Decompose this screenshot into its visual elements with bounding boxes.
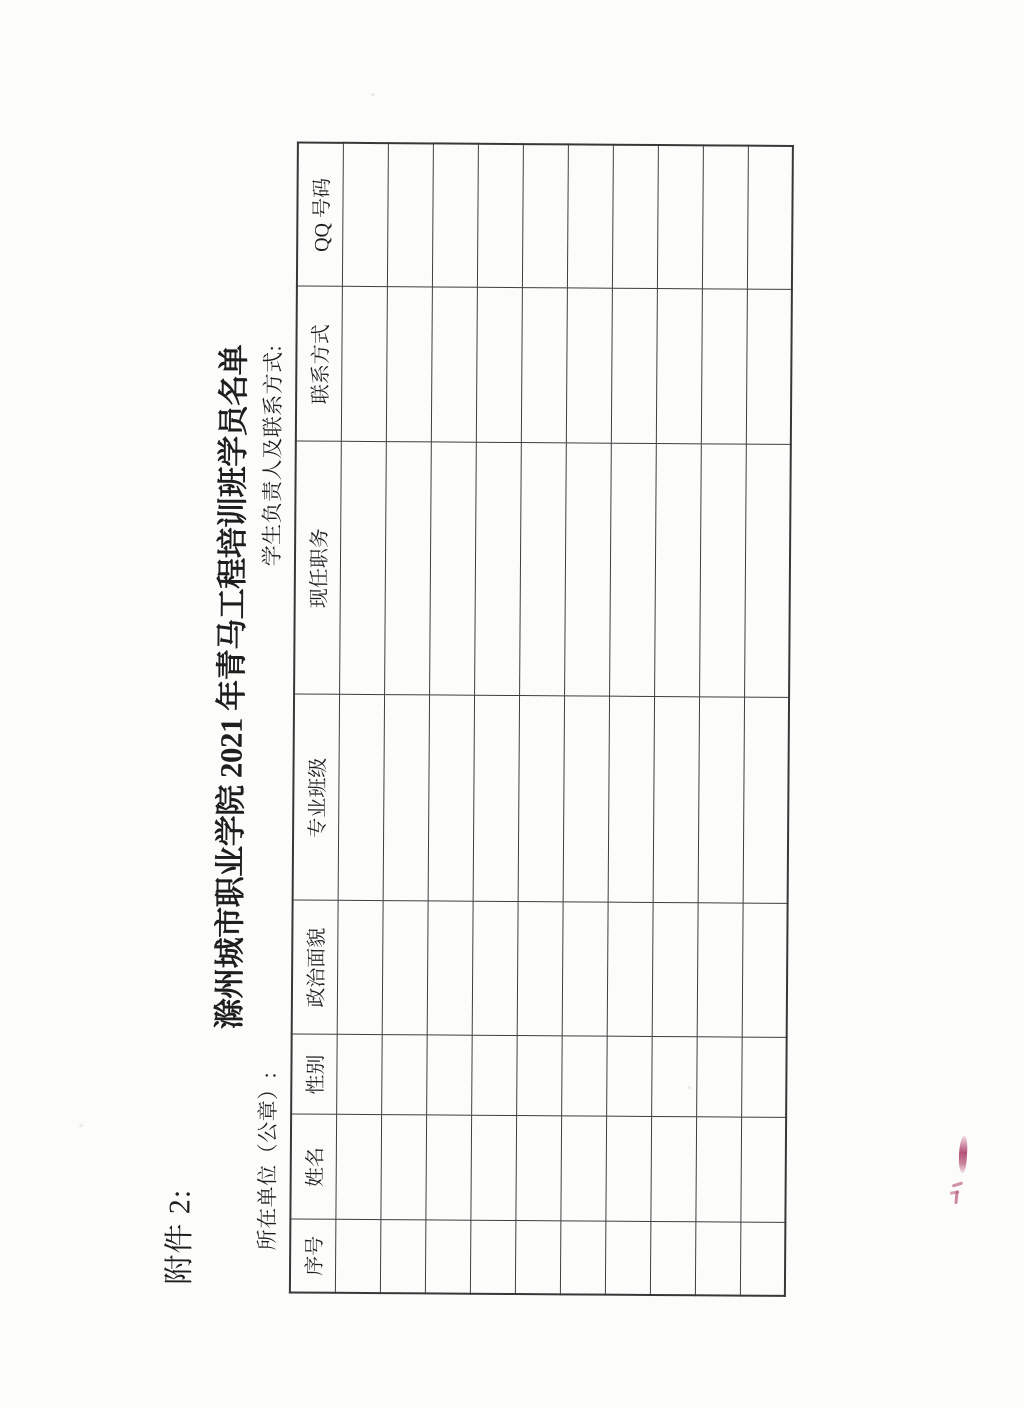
empty-cell <box>335 1220 381 1293</box>
table-row <box>560 144 613 1294</box>
document-title: 滁州城市职业学院 2021 年青马工程培训班学员名单 <box>211 344 252 1030</box>
empty-cell <box>471 1036 517 1116</box>
empty-cell <box>605 1222 651 1295</box>
empty-cell <box>472 902 518 1036</box>
column-header-political-status: 政治面貌 <box>292 900 338 1034</box>
column-header-contact: 联系方式 <box>296 286 342 441</box>
roster-table <box>289 141 794 1296</box>
empty-cell <box>560 1221 606 1294</box>
empty-cell <box>380 1220 426 1293</box>
column-header-gender: 性别 <box>291 1034 337 1114</box>
empty-cell <box>383 695 429 901</box>
empty-cell <box>746 290 792 445</box>
empty-cell <box>521 288 567 443</box>
empty-cell <box>428 695 474 901</box>
empty-cell <box>431 287 477 442</box>
empty-cell <box>567 144 613 288</box>
empty-cell <box>742 904 788 1038</box>
empty-cell <box>611 289 657 444</box>
empty-cell <box>695 1117 741 1222</box>
column-header-name: 姓名 <box>290 1114 336 1219</box>
empty-cell <box>606 1037 652 1117</box>
empty-cell <box>560 1116 606 1221</box>
empty-cell <box>429 442 476 695</box>
empty-cell <box>387 143 433 287</box>
table-row <box>605 145 658 1295</box>
empty-cell <box>515 1116 561 1221</box>
column-header-index: 序号 <box>290 1219 336 1292</box>
empty-cell <box>426 1035 472 1115</box>
empty-cell <box>653 697 699 903</box>
empty-cell <box>699 444 746 697</box>
empty-cell <box>743 698 789 904</box>
empty-cell <box>651 1037 697 1117</box>
empty-cell <box>386 287 432 442</box>
empty-cell <box>740 1223 786 1296</box>
empty-cell <box>566 288 612 443</box>
table-row <box>425 143 478 1293</box>
table-row <box>740 146 793 1296</box>
empty-cell <box>336 1035 382 1115</box>
empty-cell <box>740 1118 786 1223</box>
empty-cell <box>522 144 568 288</box>
empty-cell <box>516 1036 562 1116</box>
empty-cell <box>612 145 658 289</box>
empty-cell <box>741 1038 787 1118</box>
empty-cell <box>701 289 747 444</box>
empty-cell <box>609 444 656 697</box>
empty-cell <box>432 143 478 287</box>
contact-person-label: 学生负责人及联系方式: <box>259 344 286 567</box>
column-header-major-class: 专业班级 <box>293 694 339 900</box>
empty-cell <box>562 902 608 1036</box>
empty-cell <box>652 903 698 1037</box>
empty-cell <box>657 145 703 289</box>
empty-cell <box>339 442 386 695</box>
empty-cell <box>341 287 387 442</box>
empty-cell <box>744 445 791 698</box>
empty-cell <box>518 696 564 902</box>
table-row <box>515 144 568 1294</box>
empty-cell <box>702 145 748 289</box>
empty-cell <box>425 1115 471 1220</box>
empty-cell <box>656 289 702 444</box>
empty-cell <box>337 901 383 1035</box>
attachment-label: 附件 2: <box>162 1188 197 1285</box>
empty-cell <box>425 1220 471 1293</box>
empty-cell <box>476 288 522 443</box>
empty-cell <box>607 903 653 1037</box>
empty-cell <box>650 1117 696 1222</box>
empty-cell <box>608 697 654 903</box>
unit-seal-label: 所在单位（公章）: <box>255 1071 281 1251</box>
header-row <box>290 142 343 1292</box>
empty-cell <box>470 1221 516 1294</box>
empty-cell <box>561 1036 607 1116</box>
empty-cell <box>517 902 563 1036</box>
empty-cell <box>747 146 793 290</box>
empty-cell <box>564 443 611 696</box>
empty-cell <box>384 442 431 695</box>
empty-cell <box>695 1222 741 1295</box>
empty-cell <box>470 1116 516 1221</box>
table-row <box>380 143 433 1293</box>
empty-cell <box>342 143 388 287</box>
empty-cell <box>697 903 743 1037</box>
empty-cell <box>473 696 519 902</box>
empty-cell <box>338 695 384 901</box>
table-row <box>335 143 388 1293</box>
empty-cell <box>696 1037 742 1117</box>
empty-cell <box>335 1115 381 1220</box>
empty-cell <box>515 1221 561 1294</box>
empty-cell <box>380 1115 426 1220</box>
column-header-qq-number: QQ 号码 <box>297 142 343 286</box>
empty-cell <box>381 1035 427 1115</box>
empty-cell <box>650 1222 696 1295</box>
table-row <box>695 145 748 1295</box>
table-row <box>650 145 703 1295</box>
empty-cell <box>474 443 521 696</box>
column-header-current-position: 现任职务 <box>294 441 341 694</box>
empty-cell <box>698 697 744 903</box>
empty-cell <box>427 901 473 1035</box>
empty-cell <box>654 444 701 697</box>
empty-cell <box>519 443 566 696</box>
empty-cell <box>563 696 609 902</box>
empty-cell <box>382 901 428 1035</box>
empty-cell <box>605 1117 651 1222</box>
empty-cell <box>477 144 523 288</box>
table-row <box>470 144 523 1294</box>
